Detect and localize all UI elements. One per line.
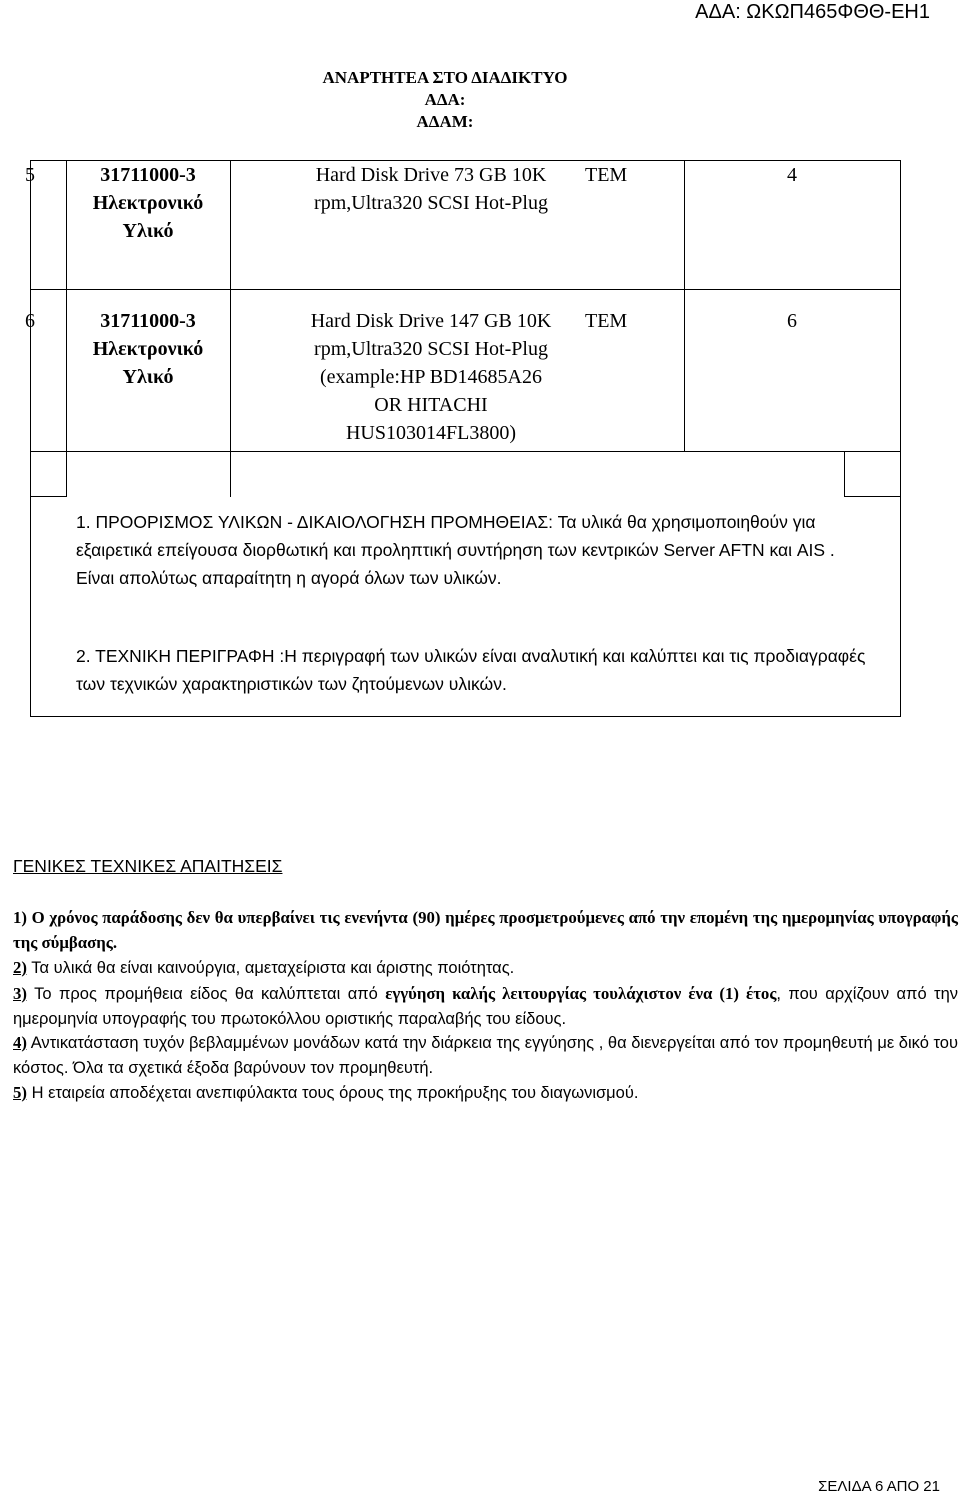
quantity-cell: 4 (787, 164, 797, 186)
table-bottom-border (30, 716, 901, 717)
cpv-code: 31711000-3 (100, 310, 196, 332)
requirement-3 (13, 982, 958, 1031)
requirement-text: Το προς προμήθεια είδος θα καλύπτεται από (26, 985, 386, 1003)
document-code: ΑΔΑ: ΩΚΩΠ465ΦΘΘ-ΕΗ1 (695, 1, 930, 23)
requirement-text: Αντικατάσταση τυχόν βεβλαμμένων μονάδων κατά την διάρκεια της εγγύησης , θα διενεργείται από τον προμηθευτή με δικό του κόστος. Όλα τα σχετικά έξοδα βαρύνουν τον προμηθευτή. (13, 1034, 958, 1077)
description-line: rpm,Ultra320 SCSI Hot-Plug (314, 192, 548, 214)
requirement-4 (13, 1031, 958, 1080)
requirement-1: 1) Ο χρόνος παράδοσης δεν θα υπερβαίνει τις ενενήντα (90) ημέρες προσμετρούμενες από την επομένη της ημερομηνίας υπογραφής της σύμβασης. (13, 908, 958, 952)
technical-description-note: 2. ΤΕΧΝΙΚΗ ΠΕΡΙΓΡΑΦΗ :Η περιγραφή των υλικών είναι αναλυτική και καλύπτει και τις προδιαγραφές των τεχνικών χαρακτηριστικών των ζητούμενων υλικών. (76, 646, 866, 694)
table-row (25, 307, 65, 335)
publication-header (300, 68, 590, 134)
table-divider (684, 161, 685, 451)
row-number: 6 (25, 310, 35, 332)
unit-cell: ΤΕΜ (585, 164, 628, 186)
unit-cell: ΤΕΜ (585, 310, 628, 332)
description-cell (231, 161, 631, 217)
table-divider (844, 451, 845, 497)
header-line3: ΑΔΑΜ: (416, 112, 474, 131)
table-divider (844, 496, 900, 497)
table-row (25, 161, 65, 189)
warranty-emphasis: εγγύηση καλής λειτουργίας τουλάχιστον ένα (1) έτος (385, 984, 777, 1003)
purpose-note: 1. ΠΡΟΟΡΙΣΜΟΣ ΥΛΙΚΩΝ - ΔΙΚΑΙΟΛΟΓΗΣΗ ΠΡΟΜΗΘΕΙΑΣ: Τα υλικά θα χρησιμοποιηθούν για εξαιρετικά επείγουσα διορθωτική και προληπτική συντήρηση των κεντρικών Server AFTN και AIS . Είναι απολύτως απαραίτητη η αγορά όλων των υλικών. (76, 512, 835, 588)
cpv-code: 31711000-3 (100, 164, 196, 186)
description-line: OR HITACHI (374, 394, 488, 416)
requirement-number: 4) (13, 1033, 27, 1052)
header-line2: ΑΔΑ: (424, 90, 466, 109)
category-line2: Υλικό (122, 366, 174, 388)
requirement-text: , που αρχίζουν από την ημερομηνία υπογραφής του πρωτοκόλλου οριστικής παραλαβής του είδους. (13, 985, 958, 1028)
requirement-2 (13, 956, 958, 981)
header-line1: ΑΝΑΡΤΗΤΕΑ ΣΤΟ ΔΙΑΔΙΚΤΥΟ (322, 68, 568, 87)
description-line: Hard Disk Drive 73 GB 10K (315, 164, 547, 186)
table-divider (31, 289, 900, 290)
category-line1: Ηλεκτρονικό (92, 192, 204, 214)
description-line: (example:HP BD14685A26 (319, 366, 542, 388)
cpv-cell (67, 161, 229, 245)
general-requirements-title: ΓΕΝΙΚΕΣ ΤΕΧΝΙΚΕΣ ΑΠΑΙΤΗΣΕΙΣ (13, 856, 283, 876)
requirement-text: Η εταιρεία αποδέχεται ανεπιφύλακτα τους όρους της προκήρυξης του διαγωνισμού. (26, 1084, 639, 1102)
description-line: HUS103014FL3800) (345, 422, 516, 444)
page-number: ΣΕΛΙΔΑ 6 ΑΠΟ 21 (818, 1478, 940, 1495)
category-line2: Υλικό (122, 220, 174, 242)
table-divider (31, 496, 66, 497)
description-line: rpm,Ultra320 SCSI Hot-Plug (314, 338, 548, 360)
description-cell (231, 307, 631, 447)
requirement-text: Τα υλικά θα είναι καινούργια, αμεταχείριστα και άριστης ποιότητας. (26, 959, 515, 977)
row-number: 5 (25, 164, 35, 186)
items-table (25, 160, 901, 717)
requirement-number: 2) (13, 958, 27, 977)
cpv-cell (67, 307, 229, 391)
description-line: Hard Disk Drive 147 GB 10K (310, 310, 552, 332)
category-line1: Ηλεκτρονικό (92, 338, 204, 360)
table-divider (31, 451, 900, 452)
requirement-number: 3) (13, 984, 27, 1003)
quantity-cell: 6 (787, 310, 797, 332)
requirement-5 (13, 1081, 958, 1106)
requirement-number: 5) (13, 1083, 27, 1102)
